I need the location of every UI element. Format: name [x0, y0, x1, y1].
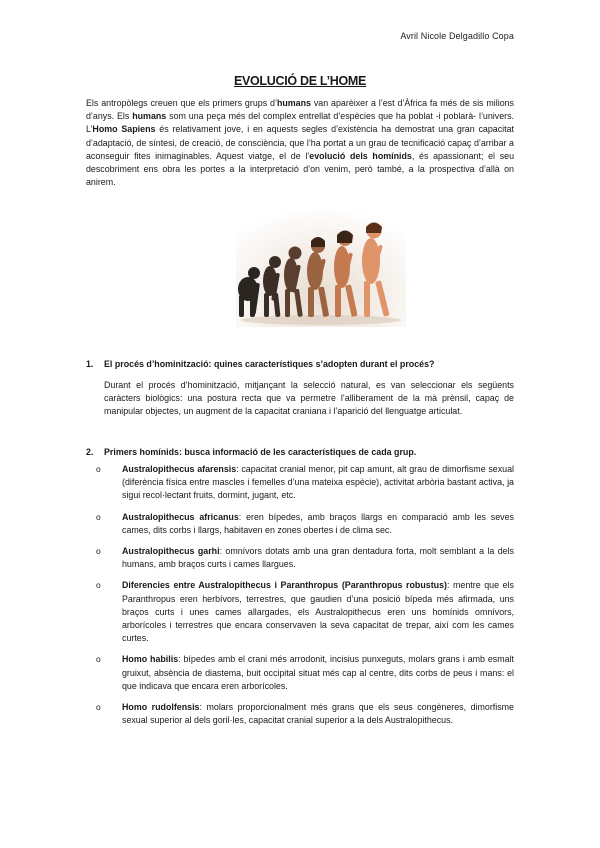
bullet-marker: o: [96, 464, 101, 474]
item-name: Diferencies entre Australopithecus i Paranthropus (Paranthropus robustus): [122, 580, 447, 591]
item-text: : molars proporcionalment més grans que els seus congèneres, dimorfisme sexual superior al dels goril·les, capacitat cranial superior a la dels Australopithecus.: [122, 702, 514, 726]
intro-text-3: som una peça més del complex entrellat d’espècies que ha poblat -i poblarà- l’univers. L’: [86, 111, 514, 135]
intro-bold-evolucio: evolució dels homínids: [309, 150, 412, 161]
evolution-illustration: [236, 199, 406, 327]
list-item-afarensis: [96, 463, 514, 503]
section-2-number: 2.: [86, 447, 94, 457]
item-name: Australopithecus afarensis: [122, 464, 237, 474]
item-name: Australopithecus garhi: [122, 546, 220, 557]
list-item-africanus: [96, 511, 514, 537]
bullet-marker: o: [96, 580, 101, 591]
list-item-habilis: [96, 653, 514, 693]
intro-text-4: és relativament jove, i en aquests segles d’existència ha demostrat una gran capacitat d’adaptació, de síntesi, de creació, de consciència, que l’ha portat a un grau de tecnificació capaç d’arribar a aconseguir fites inimaginables. Aquest viatge, el de l’: [86, 124, 514, 161]
item-name: Australopithecus africanus: [122, 511, 239, 522]
section-2-title: Primers homínids: busca informació de les característiques de cada grup.: [104, 447, 417, 457]
author-name: Avril Nicole Delgadillo Copa: [400, 31, 514, 41]
item-text: : capacitat cranial menor, pit cap amunt, alt grau de dimorfisme sexual (diferència física entre mascles i femelles d’una mateixa espècie), activitat arbòria bastant activa, ja sigui recol·lectant fruits, dormint, jugant, etc.: [122, 464, 514, 501]
item-text: : omnívors dotats amb una gran dentadura forta, molt semblant a la dels humans, amb braços curts i cames llargues.: [122, 546, 514, 570]
item-name: Homo rudolfensis: [122, 702, 200, 713]
list-item-paranthropus: [96, 579, 514, 645]
intro-bold-humans-2: humans: [132, 111, 167, 122]
bullet-marker: o: [96, 511, 101, 522]
intro-bold-humans-1: humans: [276, 98, 311, 108]
intro-text-1: Els antropòlegs creuen que els primers grups d’: [86, 98, 277, 108]
list-item-rudolfensis: [96, 701, 514, 727]
section-1-title: El procés d’hominització: quines característiques s’adopten durant el procés?: [104, 359, 435, 369]
intro-text-5: , és apassionant; el seu descobriment ens obra les portes a la interpretació d’on venim, però també, a la prospectiva d’allà on anirem.: [86, 150, 515, 188]
list-item-garhi: [96, 545, 514, 571]
page-title: EVOLUCIÓ DE L’HOME: [233, 74, 367, 88]
item-text: : eren bípedes, amb braços llargs en comparació amb les seves cames, dits corbs i llargs, habitaven en zones obertes i de clima sec.: [122, 511, 514, 535]
section-1-body: Durant el procés d’hominització, mitjançant la selecció natural, es van seleccionar els següents caràcters biològics: una postura recta que va permetre l’alliberament de la mà prènsil, capaç de manipular objectes, un augment de la capacitat craniana i l’aparició del llenguatge articulat.: [104, 380, 514, 417]
item-text: : bípedes amb el crani més arrodonit, incisius punxeguts, molars grans i amb esmalt gruixut, absència de diastema, buit occipital situat més cap al centre, dits corbs de peus i mans: el que indicava que encara eren arborícoles.: [122, 654, 514, 691]
hominid-list: [96, 463, 514, 735]
bullet-marker: o: [96, 654, 101, 665]
bullet-marker: o: [96, 702, 101, 713]
bullet-marker: o: [96, 546, 101, 557]
intro-paragraph: [86, 97, 514, 189]
intro-bold-homo-sapiens: Homo Sapiens: [92, 124, 156, 135]
intro-text-2: van aparèixer a l’est d’Àfrica fa més de sis milions d’anys. Els: [86, 98, 514, 122]
item-text: : mentre que els Paranthropus eren herbívors, terrestres, que gaudien d’una posició bípeda més afirmada, uns braços curts i unes cames allargades, els Australopithecus eren uns homínids omnívors, arborícoles i terrestres que encara conservaven la seva capacitat de trepar, així com les cames curtes.: [122, 580, 514, 644]
section-1-number: 1.: [86, 359, 94, 369]
item-name: Homo habilis: [122, 654, 179, 665]
